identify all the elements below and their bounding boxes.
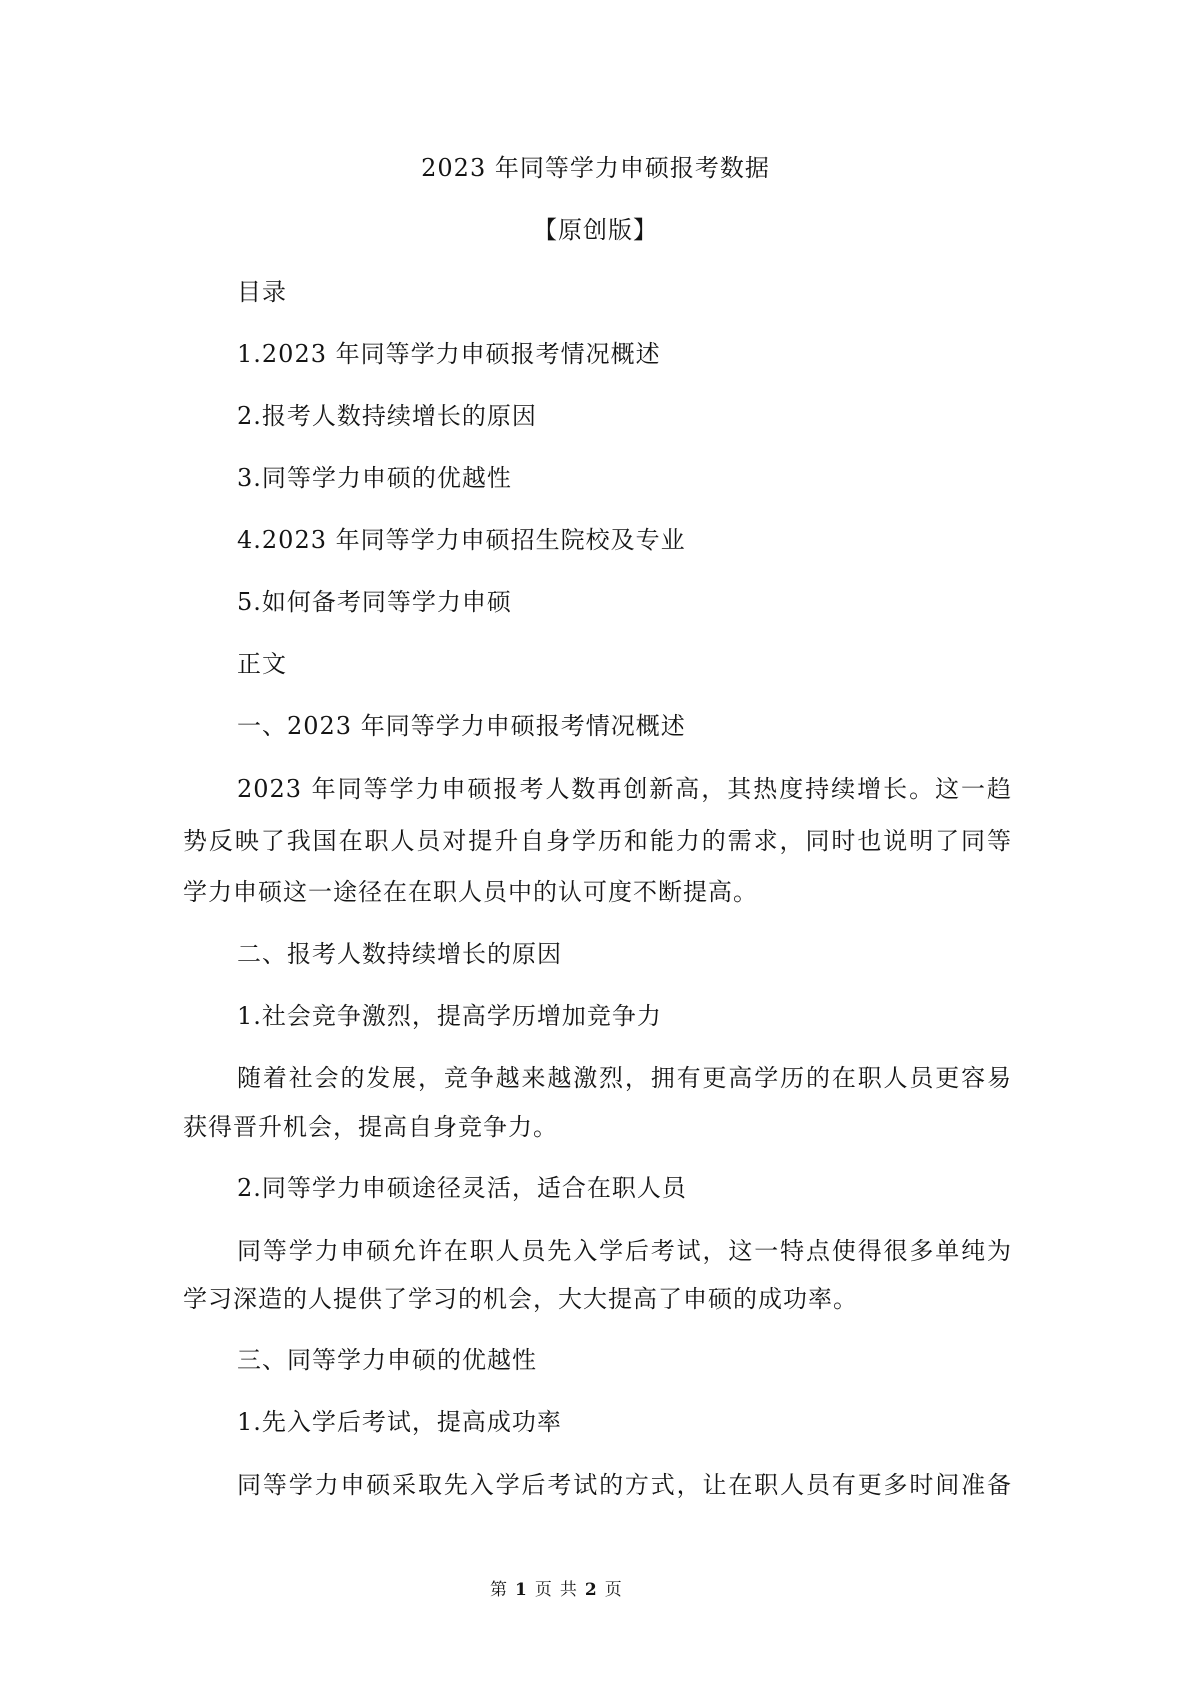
paragraph-line: 同等学力申硕采取先入学后考试的方式，让在职人员有更多时间准备 [237,1471,1012,1499]
subsection-heading: 1.先入学后考试，提高成功率 [237,1408,562,1436]
paragraph-line: 学力申硕这一途径在在职人员中的认可度不断提高。 [183,878,758,906]
document-title: 2023 年同等学力申硕报考数据 [421,154,770,182]
section-heading: 三、同等学力申硕的优越性 [237,1346,537,1374]
toc-heading: 目录 [237,278,287,306]
section-heading: 二、报考人数持续增长的原因 [237,940,562,968]
section-heading: 一、2023 年同等学力申硕报考情况概述 [237,712,686,740]
footer-total-word: 共 [559,1580,578,1600]
toc-item: 3.同等学力申硕的优越性 [237,464,512,492]
page-footer [490,1578,630,1602]
body-heading: 正文 [237,650,287,678]
footer-page-number: 1 [515,1580,528,1600]
document-edition: 【原创版】 [533,216,658,244]
toc-item: 1.2023 年同等学力申硕报考情况概述 [237,340,661,368]
toc-item: 2.报考人数持续增长的原因 [237,402,537,430]
paragraph-line: 同等学力申硕允许在职人员先入学后考试，这一特点使得很多单纯为 [237,1237,1012,1265]
paragraph-line: 随着社会的发展，竞争越来越激烈，拥有更高学历的在职人员更容易 [237,1064,1012,1092]
footer-total-pages: 2 [584,1580,598,1600]
paragraph-line: 学习深造的人提供了学习的机会，大大提高了申硕的成功率。 [183,1285,858,1313]
toc-item: 5.如何备考同等学力申硕 [237,588,512,616]
footer-page-unit: 页 [534,1580,553,1600]
footer-total-unit: 页 [604,1580,623,1600]
paragraph-line: 2023 年同等学力申硕报考人数再创新高，其热度持续增长。这一趋 [237,775,1012,803]
footer-page-word: 第 [490,1580,508,1600]
toc-item: 4.2023 年同等学力申硕招生院校及专业 [237,526,686,554]
paragraph-line: 获得晋升机会，提高自身竞争力。 [183,1113,558,1141]
subsection-heading: 1.社会竞争激烈，提高学历增加竞争力 [237,1002,662,1030]
subsection-heading: 2.同等学力申硕途径灵活，适合在职人员 [237,1174,687,1202]
paragraph-line: 势反映了我国在职人员对提升自身学历和能力的需求，同时也说明了同等 [183,827,1012,855]
